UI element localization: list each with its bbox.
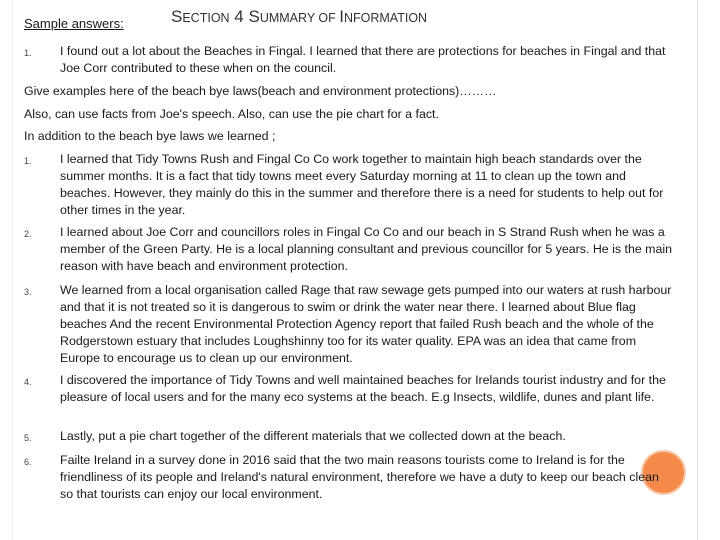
list-number: 3. <box>24 287 32 297</box>
list-text: I found out a lot about the Beaches in Fingal. I learned that there are protections for beaches in Fingal and that Joe Corr contributed to these when on the council. <box>60 44 666 75</box>
frame-line-right <box>697 0 698 540</box>
paragraph-joe-speech: Also, can use facts from Joe's speech. Also, can use the pie chart for a fact. <box>24 107 439 121</box>
list-text: Lastly, put a pie chart together of the different materials that we collected down at the beach. <box>60 429 566 443</box>
list-item <box>24 428 674 445</box>
list-item <box>24 282 674 367</box>
list-item <box>24 452 674 503</box>
list-text: We learned from a local organisation called Rage that raw sewage gets pumped into our waters at rush harbour and that it is not treated so it is dangerous to swim or drink the water near there. I learned about Blue flag beaches And the recent Environmental Protection Agency report that failed Rush beach and the whole of the Rodgerstown estuary that includes Loughshinny too for its water quality. EPA was an idea that came from Europe to encourage us to clean up our environment. <box>60 283 672 365</box>
list-number: 1. <box>24 48 32 58</box>
paragraph-in-addition: In addition to the beach bye laws we learned ; <box>24 129 276 143</box>
list-number: 2. <box>24 229 32 239</box>
frame-line-left <box>12 0 13 540</box>
list-text: I learned about Joe Corr and councillors roles in Fingal Co Co and our beach in S Strand Rush when he was a member of the Green Party. He is a local planning consultant and previous councillor for 5 years. He is the main reason with have beach and environment protection. <box>60 225 673 273</box>
list-number: 5. <box>24 433 32 443</box>
list-number: 1. <box>24 156 32 166</box>
list-item <box>24 372 674 406</box>
list-number: 6. <box>24 457 32 467</box>
sample-answers-label: Sample answers: <box>24 16 124 31</box>
list-text: I learned that Tidy Towns Rush and Fingal Co Co work together to maintain high beach standards over the summer months. It is a fact that tidy towns meet every Saturday morning at 11 to clean up the town and beaches. However, they mainly do this in the summer and therefore there is a need for students to help out for other times in the year. <box>60 152 664 217</box>
list-text: Failte Ireland in a survey done in 2016 said that the two main reasons tourists come to Ireland is for the friendliness of its people and Ireland's natural environment, therefore we have a duty to keep our beach clean so that tourists can enjoy our local environment. <box>60 453 659 501</box>
list-item <box>24 224 674 275</box>
paragraph-bye-laws: Give examples here of the beach bye laws(beach and environment protections)……… <box>24 84 497 98</box>
intro-list-item <box>24 43 674 77</box>
list-text: I discovered the importance of Tidy Towns and well maintained beaches for Irelands tourist industry and for the pleasure of local users and for the many eco systems at the beach. E.g Insects, wildlife, dunes and plant life. <box>60 373 666 404</box>
list-item <box>24 151 674 219</box>
section-title: SECTION 4 SUMMARY OF INFORMATION <box>171 7 428 26</box>
list-number: 4. <box>24 377 32 387</box>
